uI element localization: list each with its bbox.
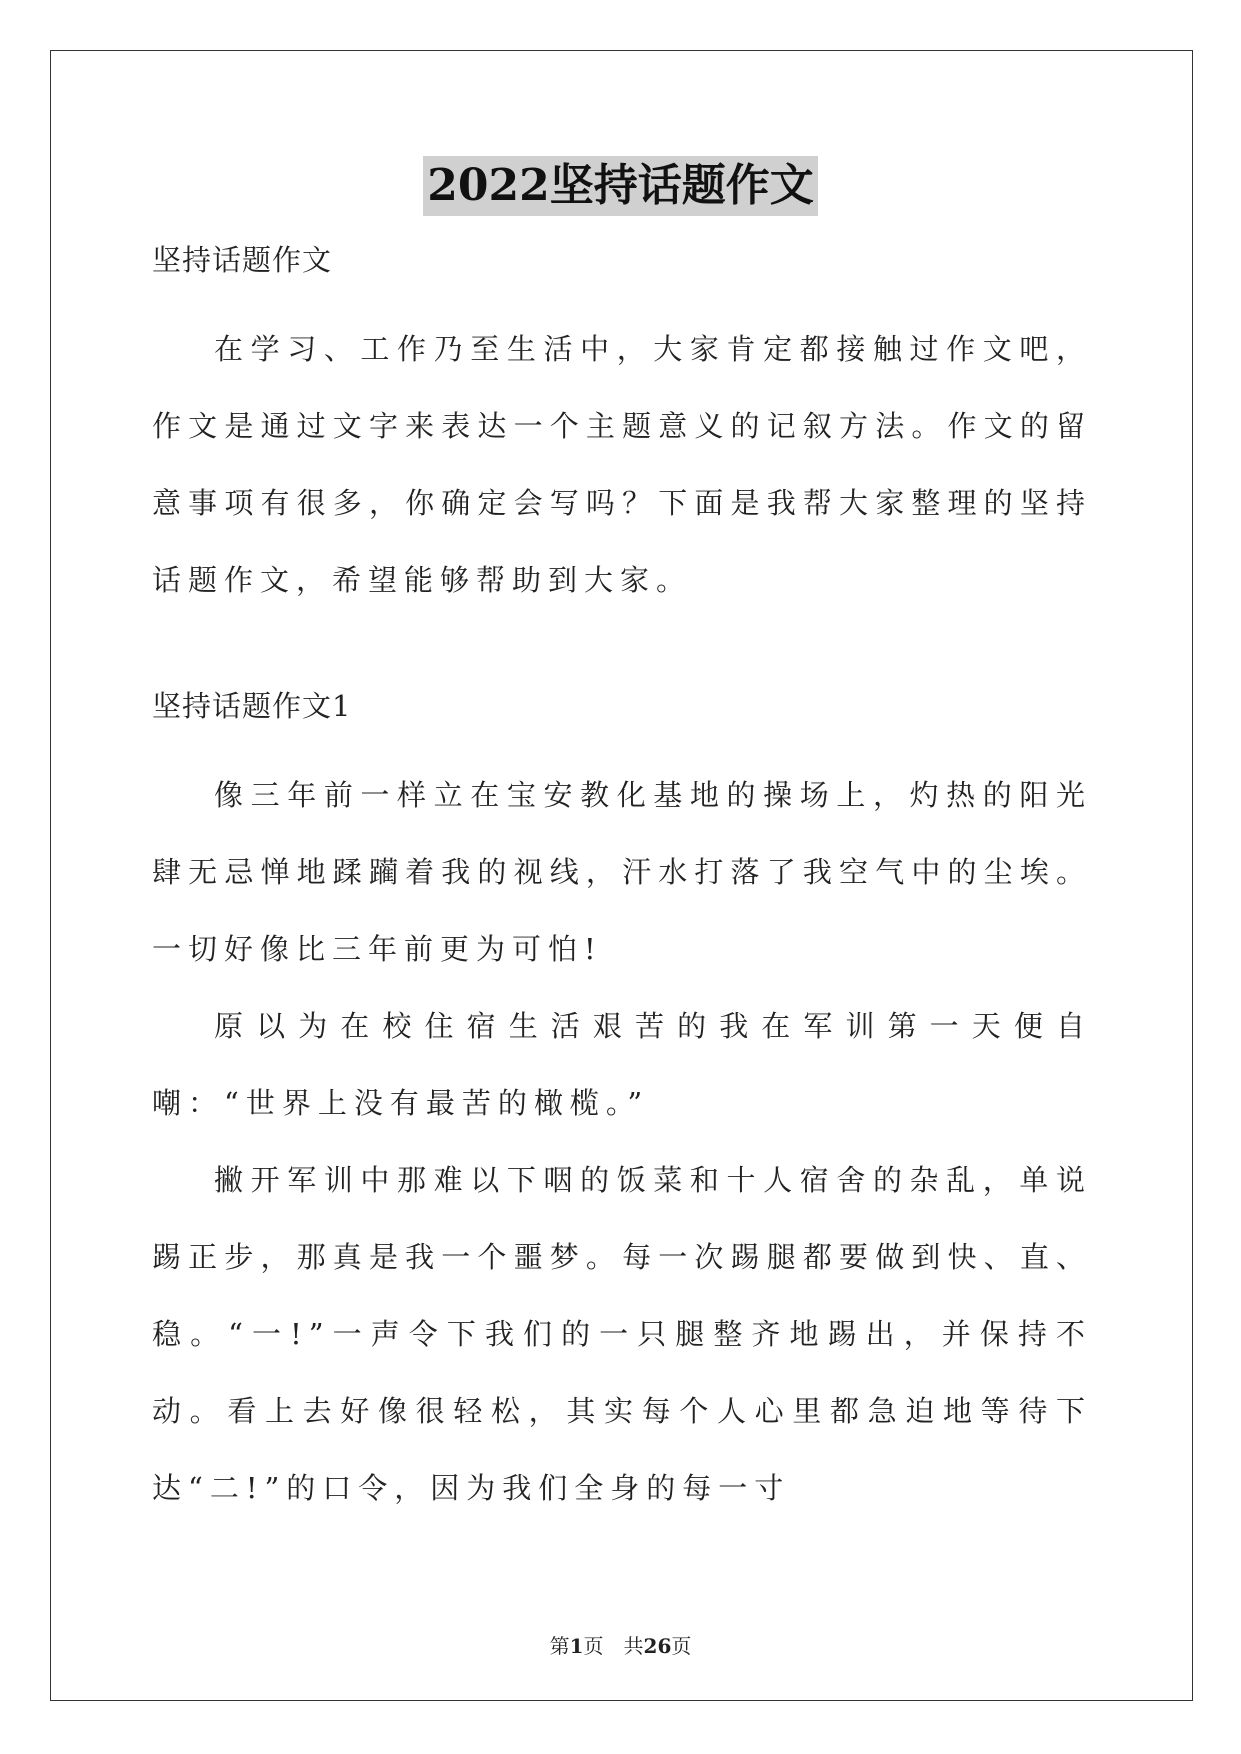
- page-suffix: 页: [671, 1634, 692, 1658]
- document-title: 2022坚持话题作文: [423, 156, 817, 216]
- page-mid: 页 共: [583, 1634, 644, 1658]
- page-current: 1: [569, 1634, 584, 1658]
- body-paragraph: 像三年前一样立在宝安教化基地的操场上，灼热的阳光肆无忌惮地蹂躏着我的视线，汗水打落了我空气中的尘埃。一切好像比三年前更为可怕!: [152, 778, 1092, 966]
- document-body: [152, 235, 1092, 1527]
- intro-paragraph: 在学习、工作乃至生活中，大家肯定都接触过作文吧，作文是通过文字来表达一个主题意义的记叙方法。作文的留意事项有很多，你确定会写吗？下面是我帮大家整理的坚持话题作文，希望能够帮助到大家。: [152, 332, 1092, 597]
- section-heading: 坚持话题作文1: [152, 689, 352, 723]
- body-paragraph: 撇开军训中那难以下咽的饭菜和十人宿舍的杂乱，单说踢正步，那真是我一个噩梦。每一次踢腿都要做到快、直、稳。“一!”一声令下我们的一只腿整齐地踢出，并保持不动。看上去好像很轻松，其实每个人心里都急迫地等待下达“二!”的口令，因为我们全身的每一寸: [152, 1163, 1092, 1505]
- page-total: 26: [643, 1634, 672, 1658]
- page-prefix: 第: [549, 1634, 570, 1658]
- title-wrap: [0, 156, 1241, 216]
- page-footer: [0, 1630, 1241, 1659]
- body-paragraph: 原以为在校住宿生活艰苦的我在军训第一天便自嘲：“世界上没有最苦的橄榄。”: [152, 1009, 1092, 1120]
- intro-heading: 坚持话题作文: [152, 243, 333, 277]
